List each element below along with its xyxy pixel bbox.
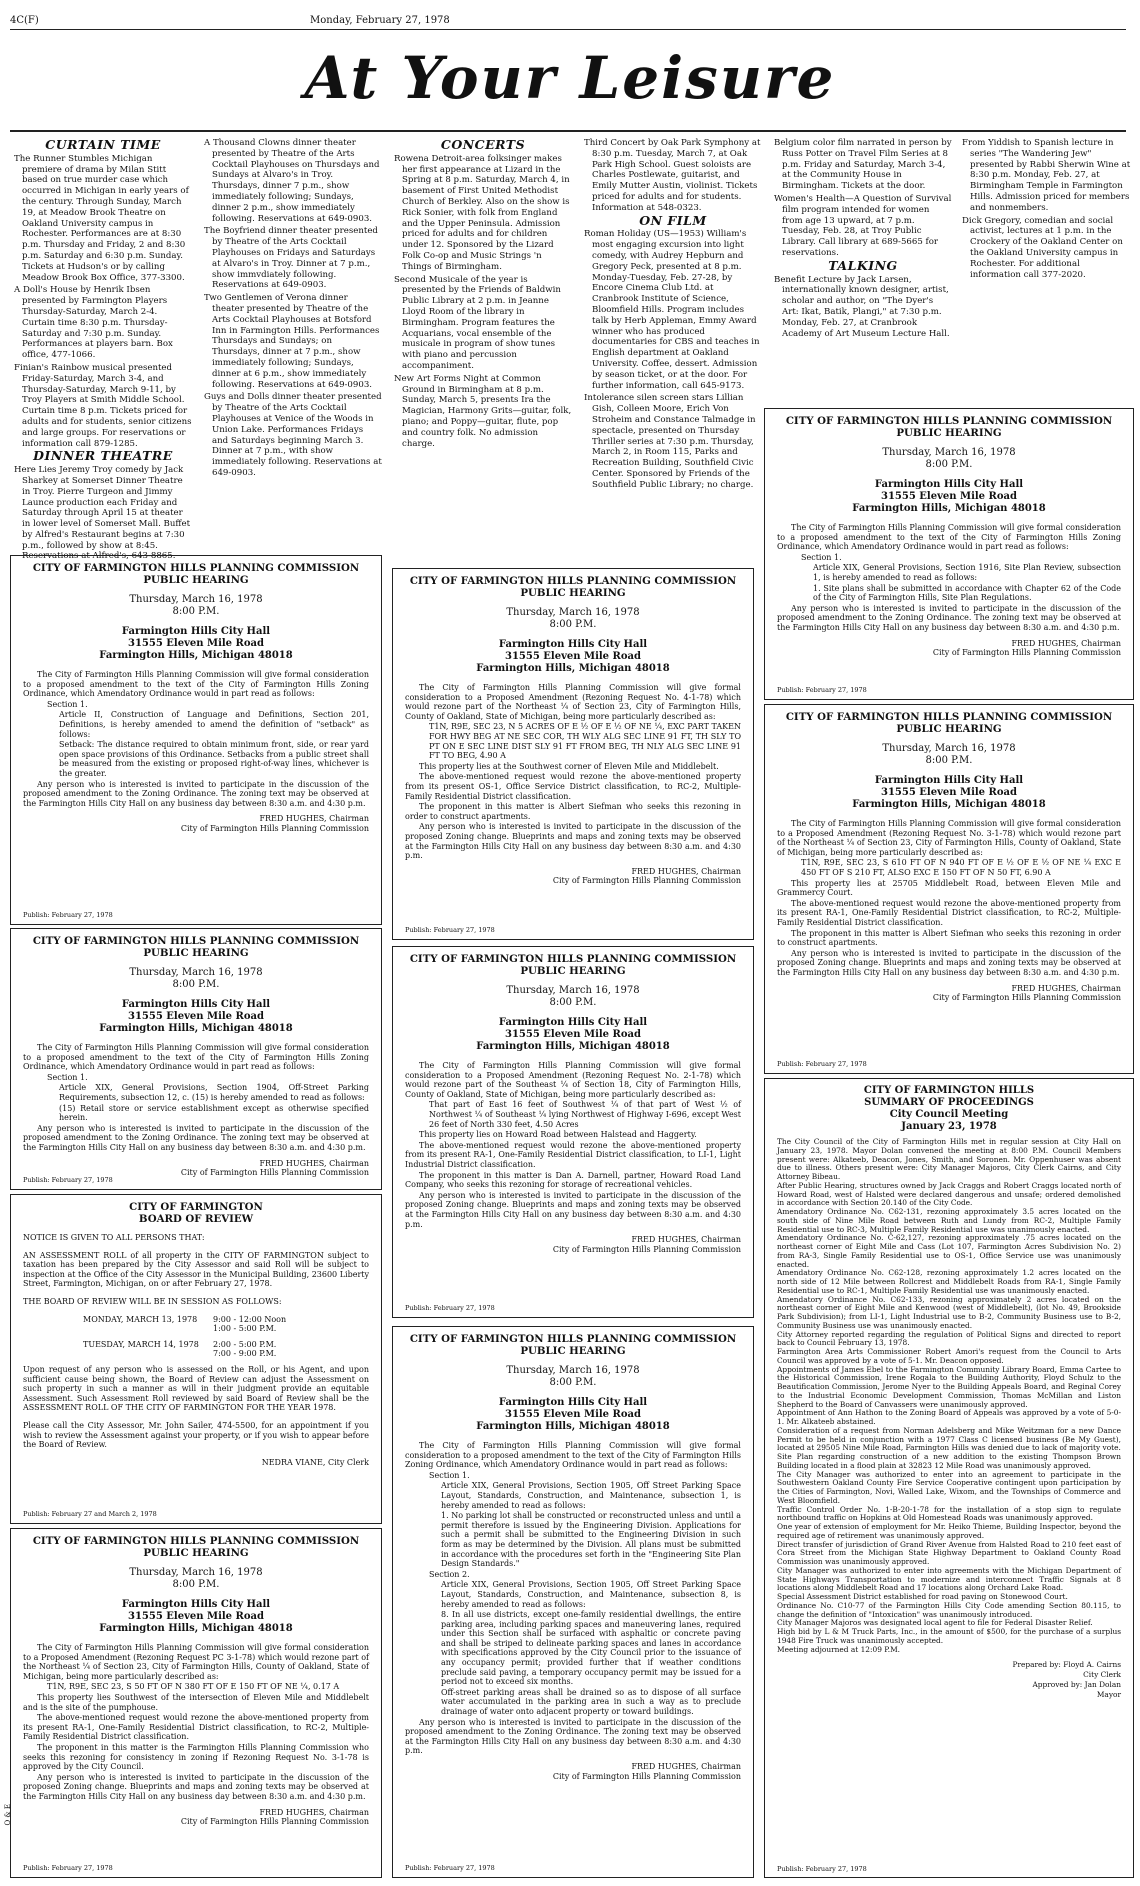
venue-street: 31555 Eleven Mile Road [128,638,264,649]
notice-paragraph: This property lies on Howard Road between Halstead and Haggerty. [419,1130,697,1140]
minutes-paragraph: Consideration of a request from Norman Adelsberg and Mike Weitzman for a new Dance Permit to be held in conjunction with a 1977 Class C licensed business (Be My Guest), located at 29505 Nine Mile Road, Farmington Hills was denied due to lack of majority vote. [777,1425,1121,1453]
hearing-time: 8:00 P.M. [549,997,597,1008]
notice-paragraph: THE BOARD OF REVIEW WILL BE IN SESSION AS FOLLOWS: [23,1296,282,1306]
listing-col-6 [962,138,1132,408]
listing-col-2 [204,138,382,548]
notice-paragraph: Any person who is interested is invited to participate in the discussion of the proposed Zoning change. Blueprints and maps and zoning texts may be observed at the Farmington Hills City Hall on any business day between 8:30 a.m. and 4:30 p.m. [777,948,1121,977]
minutes-paragraph: City Attorney reported regarding the regulation of Political Signs and directed to report back to Council February 13, 1978. [777,1329,1121,1348]
section-label: Section 1. [47,699,88,709]
legal-notice-site-plan-review [764,408,1134,700]
legal-notice-board-of-review [10,1194,382,1524]
council-summary-of-proceedings [764,1078,1134,1878]
venue-city: Farmington Hills, Michigan 48018 [852,503,1046,514]
notice-paragraph: The City of Farmington Hills Planning Commission will give formal consideration to a Proposed Amendment (Rezoning Request No. 4-1-78) which would rezone part of the Northeast ¼ of Section 23, City of Farmington Hills, County of Oakland, State of Michigan, being more particularly described as: [405,683,741,721]
legal-description: That part of East 16 feet of Southwest ¼ of that part of West ½ of Northwest ¼ of Southeast ¼ lying Northwest of Highway I-696, except West 26 feet of North 330 feet, 4.50 Acres [429,1100,741,1129]
notice-paragraph: Any person who is interested is invited to participate in the discussion of the proposed Zoning change. Blueprints and maps and zoning texts may be observed at the Farmington Hills City Hall on any business day between 8:30 a.m. and 4:30 p.m. [405,1190,741,1229]
signature-org: City of Farmington Hills Planning Commission [932,648,1121,658]
minutes-paragraph: Site Plan regarding construction of a new addition to the existing Thompson Brown Building located in a flood plain at 32823 12 Mile Road was unanimously approved. [777,1452,1121,1470]
notice-subtitle: PUBLIC HEARING [896,427,1002,439]
notice-lead: NOTICE IS GIVEN TO ALL PERSONS THAT: [23,1233,205,1242]
minutes-meeting: City Council Meeting [889,1109,1009,1120]
hearing-time: 8:00 P.M. [925,755,973,766]
minutes-date: January 23, 1978 [901,1121,997,1132]
notice-paragraph: Any person who is interested is invited to participate in the discussion of the proposed Zoning change. Blueprints and maps and zoning texts may be observed at the Farmington Hills City Hall on any business day between 8:30 a.m. and 4:30 p.m. [405,822,741,861]
venue-name: Farmington Hills City Hall [498,639,648,650]
venue-name: Farmington Hills City Hall [498,1397,648,1408]
minutes-paragraph: Meeting adjourned at 12:09 P.M. [777,1644,900,1654]
signature: NEDRA VIANE, City Clerk [261,1457,369,1467]
venue-city: Farmington Hills, Michigan 48018 [99,1623,293,1634]
venue-street: 31555 Eleven Mile Road [505,1409,641,1420]
notice-paragraph: (15) Retail store or service establishment except as otherwise specified herein. [59,1103,369,1123]
notice-title: CITY OF FARMINGTON HILLS PLANNING COMMISSION [785,415,1113,427]
hearing-time: 8:00 P.M. [172,1579,220,1590]
venue-name: Farmington Hills City Hall [121,626,271,637]
listing-item: Finian's Rainbow musical presented Friday-Saturday, March 3-4, and Thursday-Saturday, March 9-11, by Troy Players at Smith Middle School. Curtain time 8 p.m. Tickets priced for adults and for students, senior citizens and large groups. For reservations or information call 879-1285. [14,362,192,449]
notice-paragraph: The proponent in this matter is Dan A. Darnell, partner, Howard Road Land Company, who seeks this rezoning for storage of recreational vehicles. [405,1170,741,1190]
minutes-paragraph: Amendatory Ordinance No. C62-128, rezoning approximately 1.2 acres located on the north side of 12 Mile between Rollcrest and Middlebelt Roads from RA-1, Single Family Residential use to RC-1, Multiple Family Residential use was unanimously enacted. [777,1268,1121,1295]
minutes-paragraph: Appointment of Ann Hathon to the Zoning Board of Appeals was approved by a vote of 5-0-1. Mr. Alkateeb abstained. [777,1408,1121,1426]
hearing-time: 8:00 P.M. [172,606,220,617]
section-masthead: At Your Leisure [304,44,836,112]
notice-title: CITY OF FARMINGTON HILLS PLANNING COMMISSION [32,935,360,947]
notice-body [405,1061,741,1229]
listing-item: Second Musicale of the year is presented by the Friends of Baldwin Public Library at 2 p.m. in Jeanne Lloyd Room of the library in Birmingham. Program features the Acquarians, vocal ensemble of the musicale in program of show tunes with piano and percussion accompaniment. [394,274,561,371]
notice-paragraph: The above-mentioned request would rezone the above-mentioned property from its present RA-1, One-Family Residential District classification, to LI-1, Light Industrial District classification. [405,1140,741,1169]
venue-name: Farmington Hills City Hall [121,1599,271,1610]
hearing-time: 8:00 P.M. [172,979,220,990]
venue-city: Farmington Hills, Michigan 48018 [852,799,1046,810]
notice-subtitle: PUBLIC HEARING [520,965,626,977]
notice-paragraph: The proponent in this matter is Albert Siefman who seeks this rezoning in order to construct apartments. [405,802,741,821]
listing-item: Intolerance silen screen stars Lillian Gish, Colleen Moore, Erich Von Stroheim and Constance Talmadge in spectacle, presented on Thursday Thriller series at 7:30 p.m. Thursday, March 2, in Room 115, Parks and Recreation Building, Southfield Civic Center. Sponsored by Friends of the Southfield Public Library; no charge. [584,393,756,490]
hearing-time: 8:00 P.M. [925,459,973,470]
margin-mark: O & E [4,1804,12,1826]
signature-org: City of Farmington Hills Planning Commission [552,1771,741,1781]
signature-org: City of Farmington Hills Planning Commission [180,823,369,833]
legal-notice-rezoning-4-1-78 [392,568,754,940]
venue-name: Farmington Hills City Hall [121,999,271,1010]
minutes-body [777,1138,1121,1654]
minutes-paragraph: Amendatory Ordinance No. C-62,127, rezoning approximately .75 acres located on the northeast corner of Eight Mile and Cass (Lot 107, Farmington Acres Subdivision No. 2) from RA-3, Single Family Residential use to OS-1, Office Service use was unanimously enacted. [777,1233,1121,1269]
notice-paragraph: This property lies at the Southwest corner of Eleven Mile and Middlebelt. [419,761,719,771]
notice-body [23,1233,369,1450]
minutes-paragraph: Amendatory Ordinance No. C62-131, rezoning approximately 3.5 acres located on the south side of Nine Mile Road between Ruth and Lundy from RC-2, Multiple Family Residential use to RC-3, Multiple Family Residential use was unanimously enacted. [777,1207,1121,1234]
notice-title: CITY OF FARMINGTON HILLS PLANNING COMMISSION [409,575,737,587]
venue-street: 31555 Eleven Mile Road [128,1011,264,1022]
listing-item: A Thousand Clowns dinner theater presented by Theatre of the Arts Cocktail Playhouses on Thursdays and Sundays at Alvaro's in Troy. Thursdays, dinner 7 p.m., show immediately following; Sundays, dinner 2 p.m., show immediately following. Reservations at 649-0903. [204,138,380,224]
minutes-paragraph: Appointments of James Ebel to the Farmington Community Library Board, Emma Cartee to the Historical Commission, Irene Rogala to the Building Authority, Floyd Schulz to the Beautification Commission, Jerome Nyer to the Building Appeals Board, and Reginal Corey to the Industrial Economic Development Commission, Thomas McMillan and Liston Shepherd to the Board of Canvassers were unanimously approved. [777,1364,1121,1409]
notice-paragraph: This property lies at 25705 Middlebelt Road, between Eleven Mile and Grammercy Court. [777,878,1121,898]
listing-item: Belgium color film narrated in person by Russ Potter on Travel Film Series at 8 p.m. Friday and Saturday, March 3-4, at the Community House in Birmingham. Tickets at the door. [774,138,952,192]
hearing-date: Thursday, March 16, 1978 [882,447,1016,458]
legal-notice-rezoning-3-1-78 [764,704,1134,1074]
listing-col-4 [584,138,762,558]
notice-paragraph: 1. Site plans shall be submitted in accordance with Chapter 62 of the Code of the City of Farmington Hills, Site Plan Regulations. [813,583,1121,603]
talking-heading: TALKING [828,257,898,273]
prepared-by: Prepared by: Floyd A. Cairns [1012,1660,1121,1670]
signature: FRED HUGHES, Chairman [259,814,369,824]
page-number: 4C(F) [10,15,39,26]
venue-city: Farmington Hills, Michigan 48018 [476,1421,670,1432]
legal-description: T1N, R9E, SEC 23, S 50 FT OF N 380 FT OF E 150 FT OF NE ¼, 0.17 A [47,1682,340,1692]
session-time: 9:00 - 12:00 Noon [213,1314,287,1324]
legal-notice-rezoning-pc-3-1-78 [10,1528,382,1878]
notice-paragraph: The City of Farmington Hills Planning Commission will give formal consideration to a proposed amendment to the text of the City of Farmington Hills Zoning Ordinance, which Amendatory Ordinance would in part read as follows: [23,670,369,699]
notice-paragraph: Article II, Construction of Language and Definitions, Section 201, Definitions, is hereby amended to amend the definition of "setback" as follows: [59,710,369,739]
notice-subtitle: PUBLIC HEARING [520,1345,626,1357]
session-time: 2:00 - 5:00 P.M. [213,1339,277,1349]
notice-paragraph: Any person who is interested is invited to participate in the discussion of the proposed amendment to the Zoning Ordinance. The zoning text may be observed at the Farmington Hills City Hall on any business day between 8:30 a.m. and 4:30 p.m. [23,1123,369,1152]
hearing-date: Thursday, March 16, 1978 [506,1365,640,1376]
masthead-rule [10,130,1126,132]
minutes-paragraph: Traffic Control Order No. 1-B-20-1-78 for the installation of a stop sign to regulate northbound traffic on Hopkins at Old Homestead Roads was unanimously approved. [777,1504,1121,1523]
minutes-paragraph: Farmington Area Arts Commissioner Robert Amori's request from the Council to Arts Council was approved by a vote of 5-1. Mr. Deacon opposed. [777,1347,1121,1365]
notice-paragraph: Please call the City Assessor, Mr. John Sailer, 474-5500, for an appointment if you wish to review the Assessment against your property, or if you wish to appear before the Board of Review. [23,1420,369,1450]
venue-street: 31555 Eleven Mile Road [881,491,1017,502]
publish-date: Publish: February 27, 1978 [23,1864,113,1873]
minutes-paragraph: Ordinance No. C10-77 of the Farmington Hills City Code amending Section 80.115, to change the definition of "Intoxication" was unanimously introduced. [777,1600,1121,1619]
notice-paragraph: Upon request of any person who is assessed on the Roll, or his Agent, and upon sufficient cause being shown, the Board of Review can adjust the Assessment on such property in such a manner as will in their judgment provide an equitable Assessment. Such Assessment Roll reviewed by said Board of Review shall be the ASSESSMENT ROLL OF THE CITY OF FARMINGTON FOR THE YEAR 1978. [23,1364,369,1413]
notice-paragraph: 1. No parking lot shall be constructed or reconstructed unless and until a permit therefore is issued by the Engineering Division. Applications for such a permit shall be submitted to the Engineering Division in such form as may be determined by the Division. All plans must be submitted in accordance with the procedures set forth in the "Engineering Site Plan Design Standards." [441,1511,741,1569]
section-label: Section 2. [429,1569,470,1579]
notice-paragraph: The proponent in this matter is the Farmington Hills Planning Commission who seeks this rezoning for consistency in zoning if Rezoning Request No. 3-1-78 is approved by the City Council. [23,1742,369,1772]
listing-item: Two Gentlemen of Verona dinner theater presented by Theatre of the Arts Cocktail Playhouses at Botsford Inn in Farmington Hills. Performances Thursdays and Sundays; on Thursdays, dinner at 7 p.m., show immediately following; Sundays, dinner at 6 p.m., show immediately following. Reservations at 649-0903. [204,293,380,390]
publish-date: Publish: February 27, 1978 [777,1865,867,1874]
approved-by: Approved by: Jan Dolan [1032,1680,1121,1690]
notice-body [405,1441,741,1756]
publish-date: Publish: February 27, 1978 [777,1060,867,1069]
venue-city: Farmington Hills, Michigan 48018 [99,650,293,661]
listing-item: From Yiddish to Spanish lecture in series "The Wandering Jew" presented by Rabbi Sherwin Wine at 8:30 p.m. Monday, Feb. 27, at Birmingham Temple in Farmington Hills. Admission priced for members and nonmembers. [962,138,1131,213]
hearing-date: Thursday, March 16, 1978 [129,594,263,605]
notice-title: CITY OF FARMINGTON [129,1201,263,1213]
minutes-subtitle: SUMMARY OF PROCEEDINGS [864,1097,1034,1108]
notice-title: CITY OF FARMINGTON HILLS PLANNING COMMISSION [32,1535,360,1547]
notice-title: CITY OF FARMINGTON HILLS PLANNING COMMISSION [32,562,360,574]
section-label: Section 1. [47,1072,88,1082]
notice-subtitle: PUBLIC HEARING [520,587,626,599]
dinner-theatre-heading: DINNER THEATRE [33,448,173,464]
notice-title: CITY OF FARMINGTON HILLS PLANNING COMMISSION [785,711,1113,723]
notice-paragraph: Article XIX, General Provisions, Section 1916, Site Plan Review, subsection 1, is hereby amended to read as follows: [813,563,1121,582]
notice-body [777,819,1121,978]
section-label: Section 1. [801,552,842,562]
venue-name: Farmington Hills City Hall [498,1017,648,1028]
prepared-by-role: City Clerk [1083,1670,1121,1680]
signature: FRED HUGHES, Chairman [631,866,741,876]
listing-item: Roman Holiday (US—1953) William's most engaging excursion into light comedy, with Audrey Hepburn and Gregory Peck, presented at 8 p.m. Monday-Tuesday, Feb. 27-28, by Encore Cinema Club Ltd. at Cranbrook Institute of Science, Bloomfield Hills. Program includes talk by Herb Appleman, Emmy Award winner who has produced documentaries for CBS and teaches in English department at Oakland University. Coffee, dessert. Admission by season ticket, or at the door. For further information, call 645-9173. [584,229,760,391]
notice-paragraph: AN ASSESSMENT ROLL of all property in the CITY OF FARMINGTON subject to taxation has been prepared by the City Assessor and said Roll will be subject to inspection at the Office of the City Assessor in the Municipal Building, 23600 Liberty Street, Farmington, Michigan, on or after February 27, 1978. [23,1250,369,1289]
venue-street: 31555 Eleven Mile Road [128,1611,264,1622]
listing-item: Benefit Lecture by Jack Larsen, internationally known designer, artist, scholar and author, on "The Dyer's Art: Ikat, Batik, Plangi," at 7:30 p.m. Monday, Feb. 27, at Cranbrook Academy of Art Museum Lecture Hall. [774,274,950,339]
signature-org: City of Farmington Hills Planning Commission [180,1817,369,1827]
signature: FRED HUGHES, Chairman [631,1762,741,1771]
signature-org: City of Farmington Hills Planning Commission [552,876,741,886]
listing-item: The Boyfriend dinner theater presented by Theatre of the Arts Cocktail Playhouses on Fridays and Saturdays at Alvaro's in Troy. Dinner at 7 p.m., show immvdiately following. Reservations at 649-0903. [204,226,378,291]
notice-paragraph: This property lies Southwest of the intersection of Eleven Mile and Middlebelt and is the site of the pumphouse. [23,1692,369,1712]
signature: FRED HUGHES, Chairman [1011,983,1121,993]
signature: FRED HUGHES, Chairman [631,1235,741,1245]
listing-item: A Doll's House by Henrik Ibsen presented by Farmington Players Thursday-Saturday, March 2-4. Curtain time 8:30 p.m. Thursday-Saturday and 7:30 p.m. Sunday. Performances at players barn. Box office, 477-1066. [14,285,173,361]
concerts-heading: CONCERTS [440,137,526,152]
legal-description: T1N, R9E, SEC 23, N 5 ACRES OF E ½ OF E ½ OF NE ¼, EXC PART TAKEN FOR HWY BEG AT NE SEC COR, TH WLY ALG SEC LINE 91 FT, TH SLY TO PT ON E SEC LINE DIST SLY 91 FT FROM BEG, TH NLY ALG SEC LINE 91 FT TO BEG, 4.90 A [429,722,741,761]
listing-item: Guys and Dolls dinner theater presented by Theatre of the Arts Cocktail Playhouses at Venice of the Woods in Union Lake. Performances Fridays and Saturdays beginning March 3. Dinner at 7 p.m., with show immediately following. Reservations at 649-0903. [204,392,382,478]
session-day: MONDAY, MARCH 13, 1978 [83,1314,198,1324]
minutes-paragraph: The City Manager was authorized to enter into an agreement to participate in the Southwestern Oakland County Fire Service Cooperative contingent upon participation by the Cities of Farmington, Novi, Walled Lake, Wixom, and the Townships of Commerce and West Bloomfield. [777,1469,1121,1505]
notice-paragraph: The above-mentioned request would rezone the above-mentioned property from its present RA-1, One-Family Residential District classification, to RC-2, Multiple-Family Residential District classification. [777,898,1121,927]
signature: FRED HUGHES, Chairman [1011,638,1121,648]
publish-date: Publish: February 27, 1978 [405,1864,495,1873]
venue-city: Farmington Hills, Michigan 48018 [476,663,670,674]
signature: FRED HUGHES, Chairman [259,1158,369,1168]
minutes-paragraph: City Manager was authorized to enter into agreements with the Michigan Department of State Highways Transportation to modernize and interconnect Traffic Signals at 8 locations along Middlebelt Road and 17 locations along Orchard Lake Road. [777,1565,1121,1593]
listing-col-3 [394,138,572,558]
hearing-date: Thursday, March 16, 1978 [129,1567,263,1578]
listing-item: Women's Health—A Question of Survival film program intended for women from age 13 upward, at 7 p.m. Tuesday, Feb. 28, at Troy Public Library. Call library at 689-5665 for reservations. [774,193,952,258]
issue-date: Monday, February 27, 1978 [310,15,450,26]
notice-paragraph: The City of Farmington Hills Planning Commission will give formal consideration to a proposed amendment to the text of the City of Farmington Hills Zoning Ordinance, which Amendatory Ordinance would in part read as follows: [777,523,1121,552]
notice-subtitle: PUBLIC HEARING [143,574,249,586]
notice-subtitle: BOARD OF REVIEW [138,1213,254,1225]
minutes-title: CITY OF FARMINGTON HILLS [863,1085,1035,1096]
hearing-date: Thursday, March 16, 1978 [882,743,1016,754]
signature: FRED HUGHES, Chairman [259,1807,369,1817]
minutes-paragraph: Amendatory Ordinance No. C62-133, rezoning approximately 2 acres located on the northeast corner of Eight Mile and Kenwood (west of Middlebelt), (lot No. 49, Brookside Park Subdivision); from LI-1, Light Industrial use to B-2, Community Business use to B-2, Community Business use was unanimously enacted. [777,1294,1121,1330]
session-day: TUESDAY, MARCH 14, 1978 [83,1339,199,1349]
venue-city: Farmington Hills, Michigan 48018 [99,1023,293,1034]
notice-paragraph: Setback: The distance required to obtain minimum front, side, or rear yard open space provisions of this Ordinance. Setbacks from a public street shall be measured from the existing or proposed right-of-way lines, whichever is the greater. [59,740,369,778]
hearing-time: 8:00 P.M. [549,619,597,630]
notice-body [23,1643,369,1802]
minutes-paragraph: One year of extension of employment for Mr. Heiko Thieme, Building Inspector, beyond the required age of retirement was unanimously approved. [777,1522,1121,1540]
notice-paragraph: The City of Farmington Hills Planning Commission will give formal consideration to a Proposed Amendment (Rezoning Request PC 3-1-78) which would rezone part of the Northeast ¼ of Section 23, City of Farmington Hills, County of Oakland, State of Michigan, being more particularly described as: [23,1643,369,1681]
notice-paragraph: Article XIX, General Provisions, Section 1904, Off-Street Parking Requirements, subsection 12, c. (15) is hereby amended to read as follows: [59,1083,369,1102]
minutes-paragraph: City Manager Majoros was designated local agent to file for Federal Disaster Relief. [777,1618,1093,1628]
notice-paragraph: Any person who is interested is invited to participate in the discussion of the proposed amendment to the Zoning Ordinance. The zoning text may be observed at the Farmington Hills City Hall on any business day between 8:30 a.m. and 4:30 p.m. [405,1717,741,1756]
notice-paragraph: Off-street parking areas shall be drained so as to dispose of all surface water accumulated in the parking area in such a way as to preclude drainage of water onto adjacent property or toward buildings. [441,1687,741,1717]
hearing-date: Thursday, March 16, 1978 [506,607,640,618]
listing-item: New Art Forms Night at Common Ground in Birmingham at 8 p.m. Sunday, March 5, presents Ira the Magician, Harmony Grits—guitar, folk, piano; and Poppy—guitar, flute, pop and country folk. No admission charge. [394,373,572,449]
notice-body [23,1043,369,1153]
session-time: 7:00 - 9:00 P.M. [213,1349,277,1359]
legal-notice-parking-construction [392,1326,754,1878]
legal-description: T1N, R9E, SEC 23, S 610 FT OF N 940 FT OF E ½ OF E ½ OF NE ¼ EXC E 450 FT OF S 210 FT, ALSO EXC E 150 FT OF N 50 FT, 6.90 A [801,858,1121,877]
notice-title: CITY OF FARMINGTON HILLS PLANNING COMMISSION [409,1333,737,1345]
notice-paragraph: Any person who is interested is invited to participate in the discussion of the proposed amendment to the Zoning Ordinance. The zoning text may be observed at the Farmington Hills City Hall on any business day between 8:30 a.m. and 4:30 p.m. [23,779,369,808]
notice-paragraph: Any person who is interested is invited to participate in the discussion of the proposed amendment to the Zoning Ordinance. The zoning text may be observed at the Farmington Hills City Hall on any business day between 8:30 a.m. and 4:30 p.m. [777,603,1121,632]
publish-date: Publish: February 27, 1978 [405,926,495,935]
notice-paragraph: The City of Farmington Hills Planning Commission will give formal consideration to a proposed amendment to the text of the City of Farmington Hills Zoning Ordinance, which Amendatory Ordinance would in part read as follows: [23,1043,369,1072]
listing-col-5 [774,138,952,408]
publish-date: Publish: February 27, 1978 [777,686,867,695]
curtain-time-heading: CURTAIN TIME [45,137,161,152]
hearing-date: Thursday, March 16, 1978 [129,967,263,978]
notice-body [405,683,741,861]
notice-subtitle: PUBLIC HEARING [896,723,1002,735]
signature-org: City of Farmington Hills Planning Commission [180,1168,369,1178]
notice-paragraph: The City of Farmington Hills Planning Commission will give formal consideration to a Proposed Amendment (Rezoning Request No. 3-1-78) which would rezone part of the Northeast ¼ of Section 23, City of Farmington Hills, County of Oakland, State of Michigan, being more particularly described as: [777,819,1121,857]
notice-subtitle: PUBLIC HEARING [143,1547,249,1559]
notice-subtitle: PUBLIC HEARING [143,947,249,959]
legal-notice-rezoning-2-1-78 [392,946,754,1318]
listing-item: Third Concert by Oak Park Symphony at 8:30 p.m. Tuesday, March 7, at Oak Park High School. Guest soloists are Charles Postlewate, guitarist, and Emily Mutter Austin, violinist. Tickets priced for adults and for students. Information at 548-0323. [584,138,761,213]
notice-paragraph: 8. In all use districts, except one-family residential dwellings, the entire parking area, including parking spaces and maneuvering lanes, required under this Section shall be surfaced with asphaltic or concrete paving and shall be striped to delineate parking spaces and lanes in accordance with specifications approved by the City Council prior to the issuance of any occupancy permit; provided further that if weather conditions preclude said paving, a temporary occupancy permit may be issued for a period not to exceed six months. [441,1610,741,1687]
publish-date: Publish: February 27, 1978 [23,911,113,920]
legal-notice-setback [10,555,382,925]
notice-paragraph: The above-mentioned request would rezone the above-mentioned property from its present RA-1, One-Family Residential District classification, to RC-2, Multiple-Family Residential District classification. [23,1713,369,1742]
listing-item: The Runner Stumbles Michigan premiere of drama by Milan Stitt based on true murder case which occurred in Michigan in early years of the century. Through Sunday, March 19, at Meadow Brook Theatre on Oakland University campus in Rochester. Performances are at 8:30 p.m. Thursday and Friday, 2 and 8:30 p.m. Saturday and 6:30 p.m. Sunday. Tickets at Hudson's or by calling Meadow Brook Box Office, 377-3300. [14,153,189,283]
minutes-paragraph: Special Assessment District established for road paving on Stonewood Court. [777,1592,1068,1601]
notice-paragraph: The City of Farmington Hills Planning Commission will give formal consideration to a Proposed Amendment (Rezoning Request No. 2-1-78) which would rezone part of the Southeast ¼ of Section 18, City of Farmington Hills, County of Oakland, State of Michigan, being more particularly described as: [405,1061,741,1099]
folio-line [10,14,1126,30]
publish-date: Publish: February 27, 1978 [405,1304,495,1313]
notice-paragraph: Article XIX, General Provisions, Section 1905, Off Street Parking Space Layout, Standards, Construction, and Maintenance, subsection 8, is hereby amended to read as follows: [441,1580,741,1609]
venue-name: Farmington Hills City Hall [874,479,1024,490]
notice-paragraph: The City of Farmington Hills Planning Commission will give formal consideration to a proposed amendment to the text of the City of Farmington Hills Zoning Ordinance, which Amendatory Ordinance would in part read as follows: [405,1441,741,1470]
on-film-heading: ON FILM [639,212,707,228]
venue-name: Farmington Hills City Hall [874,775,1024,786]
publish-date: Publish: February 27, 1978 [23,1176,113,1185]
minutes-paragraph: The City Council of the City of Farmington Hills met in regular session at City Hall on January 23, 1978. Mayor Dolan convened the meeting at 8:00 P.M. Council Members present were: Alkateeb, Deacon, Jones, Smith, and Soronen. Mr. Oppenhuser was absent due to illness. Others present were: City Manager Majoros, City Clerk Cairns, and City Attorney Bibeau. [777,1137,1121,1181]
venue-street: 31555 Eleven Mile Road [881,787,1017,798]
venue-street: 31555 Eleven Mile Road [505,1029,641,1040]
listing-item: Rowena Detroit-area folksinger makes her first appearance at Lizard in the Spring at 8 p.m. Saturday, March 4, in basement of First United Methodist Church of Berkley. Also on the show is Rick Sonier, with folk from England and the Upper Peninsula. Admission priced for adults and for children under 12. Sponsored by the Lizard Folk Co-op and Music Strings 'n Things of Birmingham. [394,153,570,272]
notice-title: CITY OF FARMINGTON HILLS PLANNING COMMISSION [409,953,737,965]
signature-org: City of Farmington Hills Planning Commission [552,1244,741,1254]
session-monday [23,1315,369,1334]
notice-paragraph: The above-mentioned request would rezone the above-mentioned property from its present OS-1, Office Service District classification, to RC-2, Multiple-Family Residential District classification. [405,772,741,801]
venue-city: Farmington Hills, Michigan 48018 [476,1041,670,1052]
listing-item: Dick Gregory, comedian and social activist, lectures at 1 p.m. in the Crockery of the Oakland Center on the Oakland University campus in Rochester. For additional information call 377-2020. [962,215,1123,280]
notice-body [23,670,369,808]
legal-notice-parking-requirements [10,928,382,1190]
notice-paragraph: Article XIX, General Provisions, Section 1905, Off Street Parking Space Layout, Standards, Construction, and Maintenance, subsection 1, is hereby amended to read as follows: [441,1481,741,1510]
notice-paragraph: Any person who is interested is invited to participate in the discussion of the proposed Zoning change. Blueprints and maps and zoning texts may be observed at the Farmington Hills City Hall on any business day between 8:30 a.m. and 4:30 p.m. [23,1772,369,1801]
listing-item: Here Lies Jeremy Troy comedy by Jack Sharkey at Somerset Dinner Theatre in Troy. Pierre Turgeon and Jimmy Launce production each Friday and Saturday through April 15 at theater in lower level of Somerset Mall. Buffet by Alfred's Restaurant begins at 7:30 p.m., followed by show at 8:45. Reservations at Alfred's, 643-8865. [14,465,191,562]
hearing-date: Thursday, March 16, 1978 [506,985,640,996]
minutes-paragraph: After Public Hearing, structures owned by Jack Craggs and Robert Craggs located north of Howard Road, west of Halsted were declared dangerous and unsafe; ordered demolished in accordance with Section 20.140 of the City Code. [777,1180,1121,1208]
signature-org: City of Farmington Hills Planning Commission [932,993,1121,1003]
session-tuesday [23,1340,369,1359]
session-time: 1:00 - 5:00 P.M. [213,1324,277,1334]
minutes-paragraph: High bid by L & M Truck Parts, Inc., in the amount of $500, for the purchase of a surplus 1948 Fire Truck was unanimously accepted. [777,1627,1121,1645]
minutes-paragraph: Direct transfer of jurisdiction of Grand River Avenue from Halsted Road to 210 feet east of Cora Street from the Michigan State Highway Department to Oakland County Road Commission was unanimously approved. [777,1539,1121,1566]
notice-body [777,523,1121,633]
publish-date: Publish: February 27 and March 2, 1978 [23,1510,157,1519]
approved-by-role: Mayor [1096,1690,1121,1700]
notice-paragraph: The proponent in this matter is Albert Siefman who seeks this rezoning in order to construct apartments. [777,928,1121,948]
hearing-time: 8:00 P.M. [549,1377,597,1388]
listing-col-1 [14,137,192,562]
venue-street: 31555 Eleven Mile Road [505,651,641,662]
section-label: Section 1. [429,1470,470,1480]
